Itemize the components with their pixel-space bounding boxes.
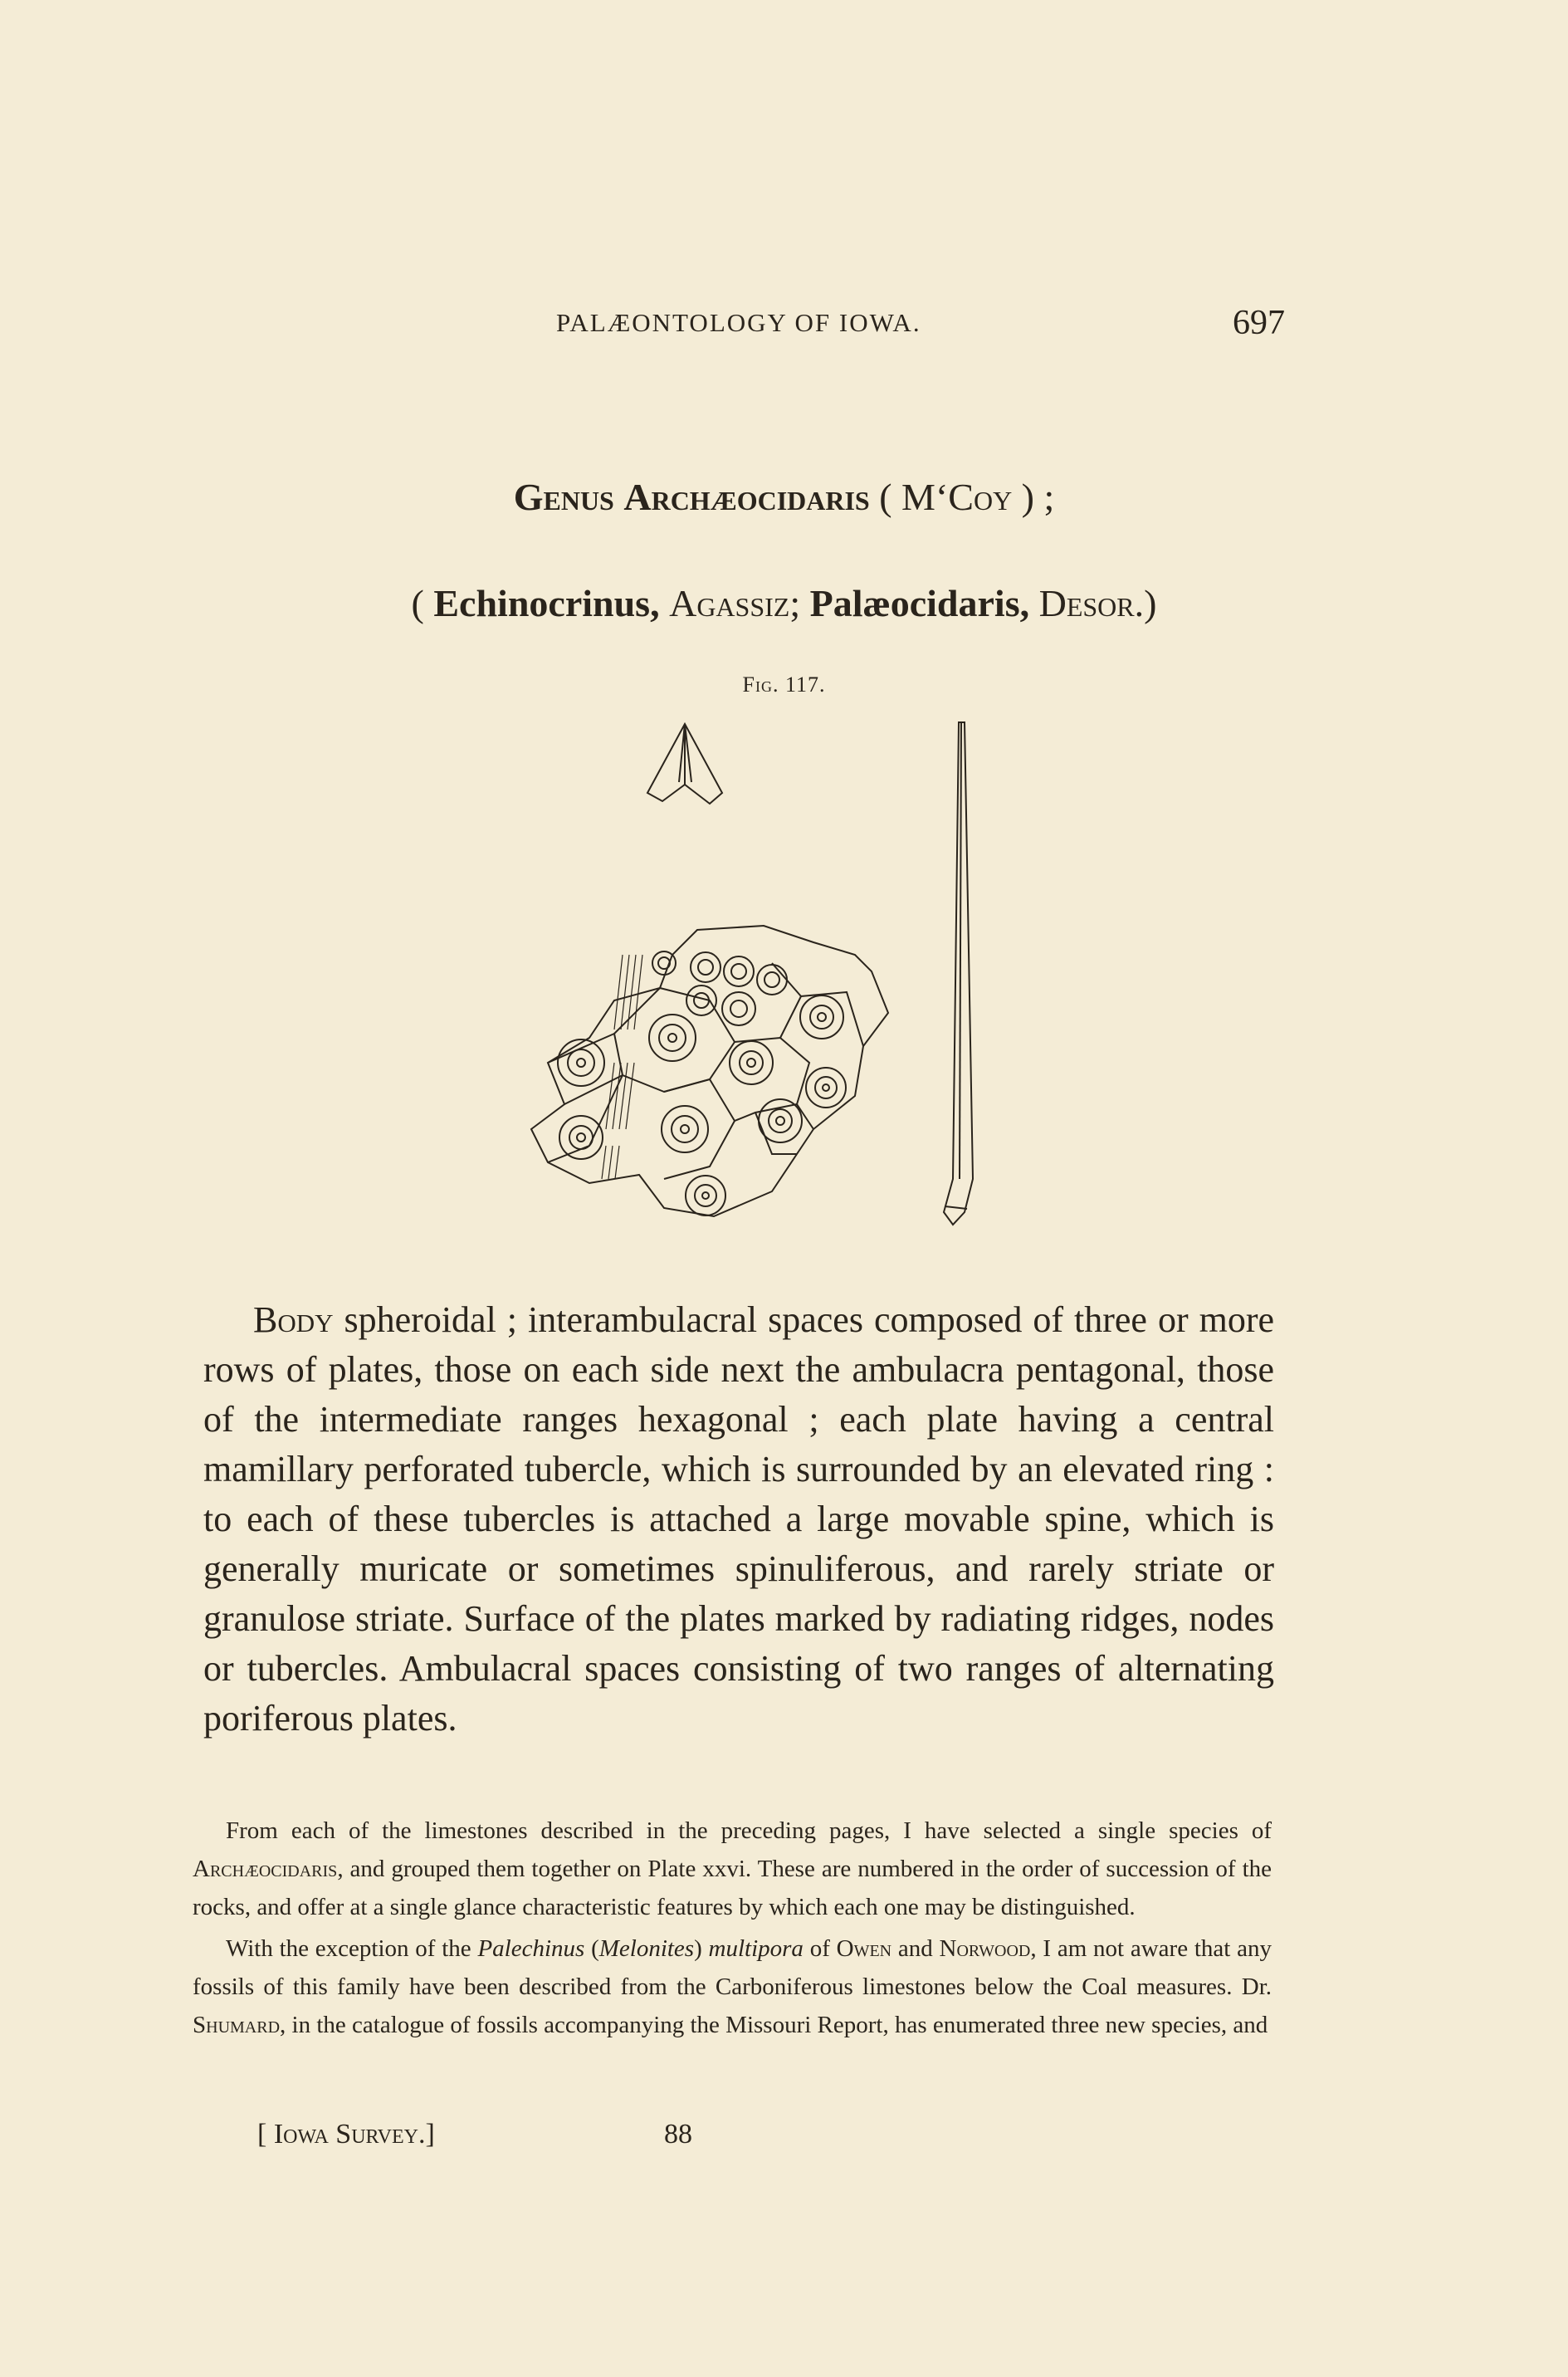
figure-label: Fig. 117. <box>742 673 826 697</box>
synonym-separator: ; <box>789 582 801 624</box>
page-number: 697 <box>1233 304 1285 342</box>
remarks-2-text-a: With the exception of the <box>226 1935 478 1962</box>
test-plates-drawing <box>531 926 888 1216</box>
remarks-2-synonym: Melonites <box>598 1935 695 1962</box>
running-title: PALÆONTOLOGY OF IOWA. <box>556 308 921 337</box>
ambulacral-band-drawing <box>602 955 642 1179</box>
genus-title <box>0 475 1568 519</box>
figure-117-illustration <box>498 714 1013 1270</box>
sheet-number: 88 <box>664 2119 692 2150</box>
remarks-2-paren-close: ) <box>694 1935 709 1962</box>
remarks-1-text-a: From each of the limestones described in the preceding pages, I have selected a single species of <box>226 1817 1272 1844</box>
synonym-close: ) <box>1144 582 1157 624</box>
remarks-2-author-norwood: Norwood <box>939 1935 1031 1962</box>
genus-prefix: Genus <box>513 476 614 518</box>
remarks-2-text-c: , in the catalogue of fossils accompanying the Missouri Report, has enumerated three new species, and <box>280 2012 1268 2038</box>
synonym-author-desor: Desor. <box>1038 582 1145 624</box>
remarks-2-paren-open: ( <box>584 1935 599 1962</box>
remarks-paragraph-1 <box>193 1812 1272 1926</box>
running-head <box>548 303 1295 353</box>
synonyms-line <box>0 581 1568 625</box>
synonym-open: ( <box>411 582 424 624</box>
remarks-1-genus: Archæocidaris <box>193 1856 338 1882</box>
genus-description <box>203 1295 1274 1744</box>
synonym-echinocrinus: Echinocrinus, <box>433 582 660 624</box>
echinoid-engraving <box>498 714 1013 1270</box>
remarks-2-text-b: , I am not aware that any fossils of this family have been described from the Carboniferous limestones below the Coal measures. Dr. <box>193 1935 1272 2000</box>
genus-authority: ( M‘Coy ) ; <box>879 476 1055 518</box>
remarks-1-text-b: , and grouped them together on Plate xxvi. These are numbered in the order of succession of the rocks, and offer at a single glance characteristic features by which each one may be distinguished. <box>193 1856 1272 1920</box>
remarks-2-author-shumard: Shumard <box>193 2012 281 2038</box>
remarks <box>193 1812 1272 2047</box>
jaw-piece-drawing <box>647 724 722 804</box>
remarks-paragraph-2 <box>193 1929 1272 2044</box>
synonym-author-agassiz: Agassiz <box>669 582 790 624</box>
remarks-2-and: and <box>891 1935 940 1962</box>
remarks-2-species: Palechinus <box>477 1935 585 1962</box>
remarks-2-of: of <box>803 1935 837 1962</box>
description-paragraph <box>203 1295 1274 1744</box>
spine-drawing <box>944 722 973 1225</box>
signature-mark: [ Iowa Survey.] <box>257 2119 435 2150</box>
remarks-2-author-owen: Owen <box>836 1935 892 1962</box>
genus-name: Archæocidaris <box>623 476 870 518</box>
lead-word: Body <box>253 1299 334 1340</box>
synonym-palaeocidaris: Palæocidaris, <box>809 582 1030 624</box>
description-text: spheroidal ; interambulacral spaces composed of three or more rows of plates, those on each side next the ambulacra pentagonal, those of the intermediate ranges hexagonal ; each plate having a central mamillary perforated tubercle, which is surrounded by an elevated ring : to each of these tubercles is attached a large movable spine, which is generally muricate or sometimes spinuliferous, and rarely striate or granulose striate. Surface of the plates marked by radiating ridges, nodes or tubercles. Ambulacral spaces consisting of two ranges of alternating poriferous plates. <box>203 1299 1274 1739</box>
remarks-2-epithet: multipora <box>708 1935 804 1962</box>
